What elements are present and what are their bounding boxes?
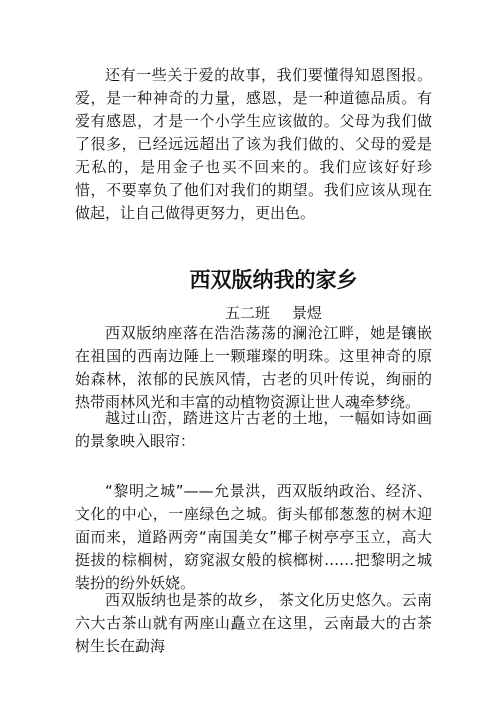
essay-title: 西双版纳我的家乡 (189, 267, 358, 292)
essay-byline (75, 303, 432, 323)
essay-paragraph-1: 西双版纳座落在浩浩荡荡的澜沧江畔，她是镶嵌在祖国的西南边陲上一颗璀璨的明珠。这里神奇的原始森林，浓郁的民族风情，古老的贝叶传说，绚丽的热带雨林风光和丰富的动植物资源让世人魂牵梦绕。 (75, 324, 432, 411)
class-name: 五二班 (224, 304, 270, 322)
essay-paragraph-3: “黎明之城”——允景洪，西双版纳政治、经济、文化的中心，一座绿色之城。街头郁郁葱葱的树木迎面而来，道路两旁“南国美女”椰子树亭亭玉立，高大挺拔的棕榈树，窈窕淑女般的槟榔树……把黎明之城装扮的纷外妖娆。 (75, 482, 432, 592)
author-name: 景煜 (292, 304, 323, 322)
essay-paragraph-2: 越过山峦，踏进这片古老的土地，一幅如诗如画的景象映入眼帘： (75, 409, 432, 450)
intro-paragraph: 还有一些关于爱的故事，我们要懂得知恩图报。爱，是一种神奇的力量，感恩，是一种道德品质。有爱有感恩，才是一个小学生应该做的。父母为我们做了很多，已经远远超出了该为我们做的、父母的爱是无私的，是用金子也买不回来的。我们应该好好珍惜，不要辜负了他们对我们的期望。我们应该从现在做起，让自己做得更努力，更出色。 (75, 66, 432, 222)
essay-paragraph-4: 西双版纳也是茶的故乡， 茶文化历史悠久。云南六大古茶山就有两座山矗立在这里，云南最大的古茶树生长在勐海 (75, 591, 432, 655)
